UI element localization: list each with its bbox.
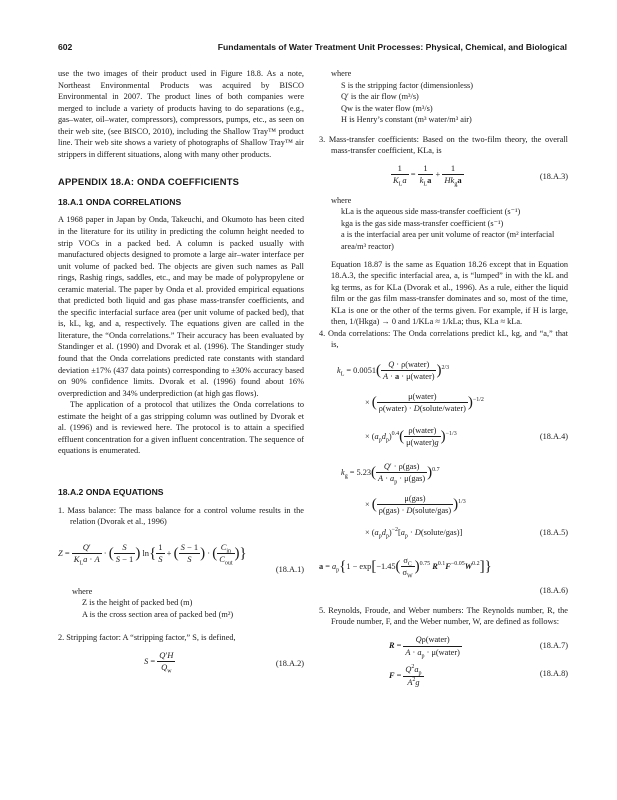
item-stripping-factor: 2. Stripping factor: A “stripping factor,” S, is defined, [58,633,236,643]
item-mass-transfer: 3. Mass-transfer coefficients: Based on the two-film theory, the overall mass-transfer coefficient, KLa, is [319,134,568,156]
intro-paragraph: use the two images of their product used in Figure 18.8. As a note, Northeast Environmental Products was acquired by BISCO Environmental in 2007. The product lines of both companies were merged to include a variety of products having to do separations (e.g., gas–water, oil–water, compressors), compressors, pumps, etc., as seen on their web site, (see BISCO, 2010), including the Shallow Tray™ product line. Their web site shows a variety of photographs of Shallow Tray™ air strippers in different situations, along with many other products. [58,69,304,159]
equation-18a8: F = $\frac{Q^2a_p}{A^2g}$ (18.A.8) [389,664,568,687]
left-column [58,68,304,682]
definition-qw: Qw is the water flow (m³/s) [341,103,433,113]
definition-interfacial-area: a is the interfacial area per unit volume of reactor (m² interfacial area/m³ reactor) [341,230,555,252]
equation-18a7: R = $\frac{\text{Qρ(water)}}{A \cdot a_p \cdot \mu(water)}$ (18.A.7) [389,635,568,660]
item-mass-balance: 1. Mass balance: The mass balance for a control volume results in the relation (Dvorak et al., 1996) [58,505,304,527]
equation-number: (18.A.8) [539,669,568,679]
running-title: Fundamentals of Water Treatment Unit Processes: Physical, Chemical, and Biological [217,42,567,52]
where-label: where [331,195,352,205]
appendix-title: APPENDIX 18.A: ONDA COEFFICIENTS [58,176,240,188]
onda-paragraph-2: The application of a protocol that utilizes the Onda correlations to estimate the height of a gas stripping column was outlined by Dvorak et al. (1996) and is reviewed here. The protocol is to attain a specified effluent concentration for a given influent concentration. The sequence of equations is enumerated. [58,400,304,456]
where-label: where [72,586,93,596]
item-onda-correlations: 4. Onda correlations: The Onda correlations predict kL, kg, and “a,” that is, [319,328,568,350]
definition-s: S is the stripping factor (dimensionless) [341,80,474,90]
definition-q-prime: Q′ is the air flow (m³/s) [341,92,419,102]
where-label: where [331,69,352,78]
equation-number: (18.A.3) [539,171,568,181]
equation-discussion: Equation 18.87 is the same as Equation 18.26 except that in Equation 18.A.3, the specific interfacial area, a, is “lumped” in with the kL and kg terms, as for KLa (Dvorak et al., 1996). As a rule, either the liquid film or the gas film mass-transfer dominates and so, most of the time, KLa is one or the other of the terms given. For example, if H is large, then, 1/(Hkga) → 0 and 1/KLa ≈ 1/kLa; thus, KLa ≈ kLa. [331,259,568,327]
equation-18a1: Z = $\frac{Q'}{K_La \cdot A}$ · ( $\frac{S}{S - 1}$ ) ln{ $\frac{1}{S}$ + ( $\frac{S - 1}{S}$ ) · ( $\frac{C_{in}}{C_{out}}$ )} (18.A.1) [58,541,304,574]
equation-number: (18.A.1) [275,564,304,574]
equation-number: (18.A.5) [539,527,568,537]
section-18a1-title: 18.A.1 ONDA CORRELATIONS [58,196,182,207]
equation-18a6: $a = a_p\{1 - \exp[-1.45$( $\frac{\sigma_C}{\sigma_W}$ )$^{0.75}$ $R^{0.1}F^{-0.05}W^{0.2}$]} (18.A.6) [319,555,568,595]
equation-18a4: $k_L = 0.0051$( $\frac{\text{Q · ρ(water)}}{\text{A · a · μ(water)}}$ )$^{2/3}$ × ( $\frac{\text{μ(water)}}{\text{ρ(water) · D(solute/water)}}$ )$^{-1/2}$ × $(a_pd_p)^{0.4}$( $\frac{\text{ρ(water)}}{\text{μ(water)g}}$ )$^{-1/3}$ (18.A.4) [337,359,568,448]
right-column [319,68,568,692]
item-dimensionless-numbers: 5. Reynolds, Froude, and Weber numbers: The Reynolds number, R, the Froude number, F, and the Weber number, W, are defined as follows: [319,605,568,627]
equation-number: (18.A.6) [539,585,568,595]
equation-18a3: $\frac{1}{K_La}$ = $\frac{1}{k_La}$ + $\frac{1}{Hk_ga}$ (18.A.3) [393,162,568,189]
definition-a: A is the cross section area of packed bed (m²) [82,609,234,619]
equation-number: (18.A.4) [539,431,568,441]
section-18a2-title: 18.A.2 ONDA EQUATIONS [58,486,164,497]
equation-number: (18.A.2) [275,658,304,668]
page-number: 602 [58,42,73,52]
equation-18a2: S = $\frac{Q'H}{Q_w}$ (18.A.2) [144,649,304,676]
equation-number: (18.A.7) [539,641,568,651]
definition-z: Z is the height of packed bed (m) [82,598,193,608]
definition-kga: kga is the gas side mass-transfer coefficient (s⁻¹) [341,218,504,228]
definition-kla: kLa is the aqueous side mass-transfer coefficient (s⁻¹) [341,207,521,217]
definition-h: H is Henry’s constant (m³ water/m³ air) [341,115,472,125]
onda-paragraph-1: A 1968 paper in Japan by Onda, Takeuchi, and Okumoto has been cited in the literature for its utility in predicting the column height needed to strip VOCs in a packed bed. A column is packed usually with manufactured objects designed to promote a large air–water interface per unit volume of packed bed. The objects are given such names as Pall rings, Rashig rings, saddles, etc., and may be made of polypropylene or ceramic material. The paper by Onda et al. provided empirical equations that predicted both liquid and gas phase mass-transfer coefficients, and the specific interfacial surface area (per unit volume of packed bed), that is, kL, kg, and a, respectively. The equations given are called in the literature, the “Onda correlations.” Their accuracy has been evaluated by Standinger et al. (1990) and Dvorak et al. (1996). The Standinger study found that the Onda correlations predicted rate constants with standard deviation ±17% (437 data points) corresponding to ±30% accuracy based on 90% confidence limits. Dvorak et al. (1996) found about 16% overprediction and 34% underprediction (at high gas flows). [58,215,304,398]
equation-18a5: $k_g = 5.23$( $\frac{\text{Q′ · ρ(gas)}}{A \cdot a_p \cdot \mu(gas)}$ )$^{0.7}$ × ( $\frac{\text{μ(gas)}}{\text{ρ(gas) · D(solute/gas)}}$ )$^{1/3}$ × $(a_pd_p)^{-2}[a_p$ · D(solute/gas)] (18.A.5) [341,461,568,540]
